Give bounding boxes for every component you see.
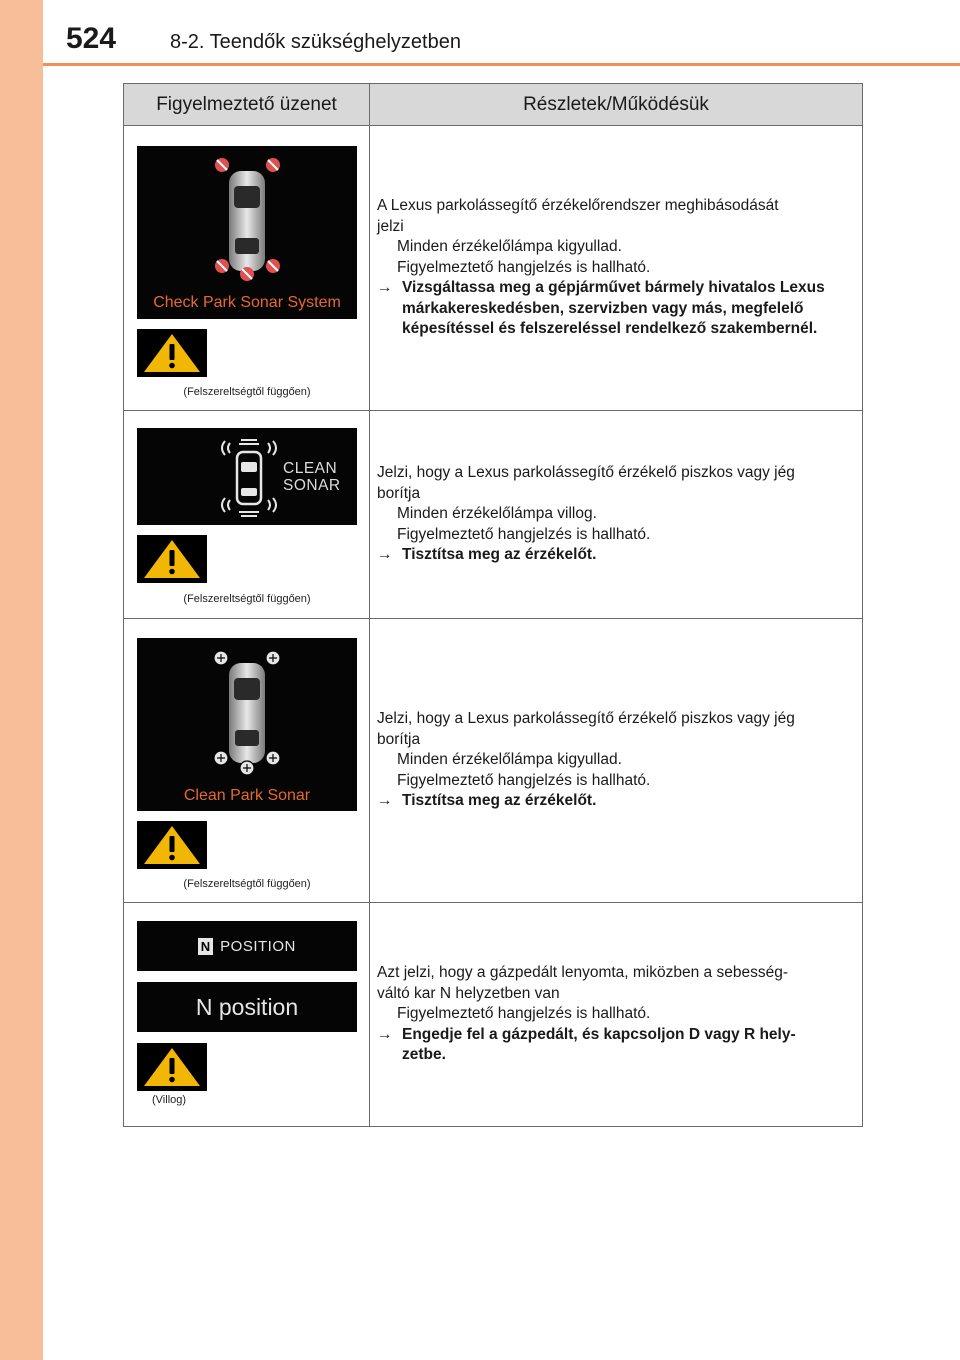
warning-indicator [137,1043,207,1091]
availability-caption: (Felszereltségtől függően) [183,878,311,890]
detail-line: Minden érzékelőlámpa kigyullad. [397,751,622,769]
details-cell [370,411,862,618]
n-gear-icon: N [198,938,213,955]
description-line: Jelzi, hogy a Lexus parkolássegítő érzékelő piszkos vagy jég [377,710,795,728]
column-header-details: Részletek/Működésük [523,93,709,115]
arrow-icon: → [377,279,393,297]
car-sensor-icon [137,638,357,811]
display-clean-sonar [137,428,357,525]
screen-label: CLEAN SONAR [283,460,341,494]
warning-indicator [137,821,207,869]
table-row [124,619,862,903]
table-header [124,84,862,126]
arrow-icon: → [377,1025,393,1043]
screen-label: Clean Park Sonar [183,787,311,804]
action-line: → Engedje fel a gázpedált, és kapcsoljon D vagy R hely- [377,1025,854,1046]
details-cell [370,903,862,1126]
header-divider [43,63,960,66]
warning-triangle-icon [142,824,202,866]
detail-line: Figyelmeztető hangjelzés is hallható. [397,771,651,789]
blink-caption: (Villog) [152,1094,187,1106]
message-cell [124,903,370,1126]
table-row [124,126,862,411]
display-check-park-sonar [137,146,357,319]
display-n-position-large [137,982,357,1032]
screen-label: Check Park Sonar System [153,294,341,311]
detail-line: Figyelmeztető hangjelzés is hallható. [397,1005,651,1023]
description-line: jelzi [377,217,404,235]
message-cell [124,126,370,410]
warning-table [123,83,863,1127]
warning-indicator [137,329,207,377]
availability-caption: (Felszereltségtől függően) [183,386,311,398]
table-row [124,903,862,1126]
detail-line: Minden érzékelőlámpa kigyullad. [397,238,622,256]
description-line: borítja [377,484,421,502]
description-line: váltó kar N helyzetben van [377,984,560,1002]
warning-triangle-icon [142,538,202,580]
action-line: → Tisztítsa meg az érzékelőt. [377,545,854,566]
detail-line: Figyelmeztető hangjelzés is hallható. [397,258,651,276]
availability-caption: (Felszereltségtől függően) [183,593,311,605]
page-number: 524 [66,22,117,55]
column-header-message: Figyelmeztető üzenet [124,84,370,125]
detail-line: Minden érzékelőlámpa villog. [397,505,597,523]
action-line: képesítéssel és felszereléssel rendelkező szakembernél. [402,320,818,338]
description-line: Jelzi, hogy a Lexus parkolássegítő érzékelő piszkos vagy jég [377,464,795,482]
arrow-icon: → [377,546,393,564]
action-line: zetbe. [402,1046,446,1064]
action-line: márkakereskedésben, szervizben vagy más, megfelelő [402,299,804,317]
display-n-position-small [137,921,357,971]
detail-line: Figyelmeztető hangjelzés is hallható. [397,525,651,543]
warning-triangle-icon [142,332,202,374]
display-clean-park-sonar [137,638,357,811]
side-strip [0,0,43,1360]
table-row [124,411,862,619]
action-line: → Vizsgáltassa meg a gépjárművet bármely hivatalos Lexus [377,278,854,299]
arrow-icon: → [377,792,393,810]
description-line: A Lexus parkolássegítő érzékelőrendszer meghibásodását [377,197,779,215]
section-title: 8-2. Teendők szükséghelyzetben [170,31,461,53]
screen-label: N POSITION [137,921,357,971]
warning-indicator [137,535,207,583]
action-line: → Tisztítsa meg az érzékelőt. [377,791,854,812]
details-cell [370,126,862,410]
screen-label: N position [195,993,299,1020]
warning-triangle-icon [142,1046,202,1088]
description-line: Azt jelzi, hogy a gázpedált lenyomta, miközben a sebesség- [377,964,788,982]
details-cell [370,619,862,902]
message-cell [124,619,370,902]
message-cell [124,411,370,618]
description-line: borítja [377,730,421,748]
